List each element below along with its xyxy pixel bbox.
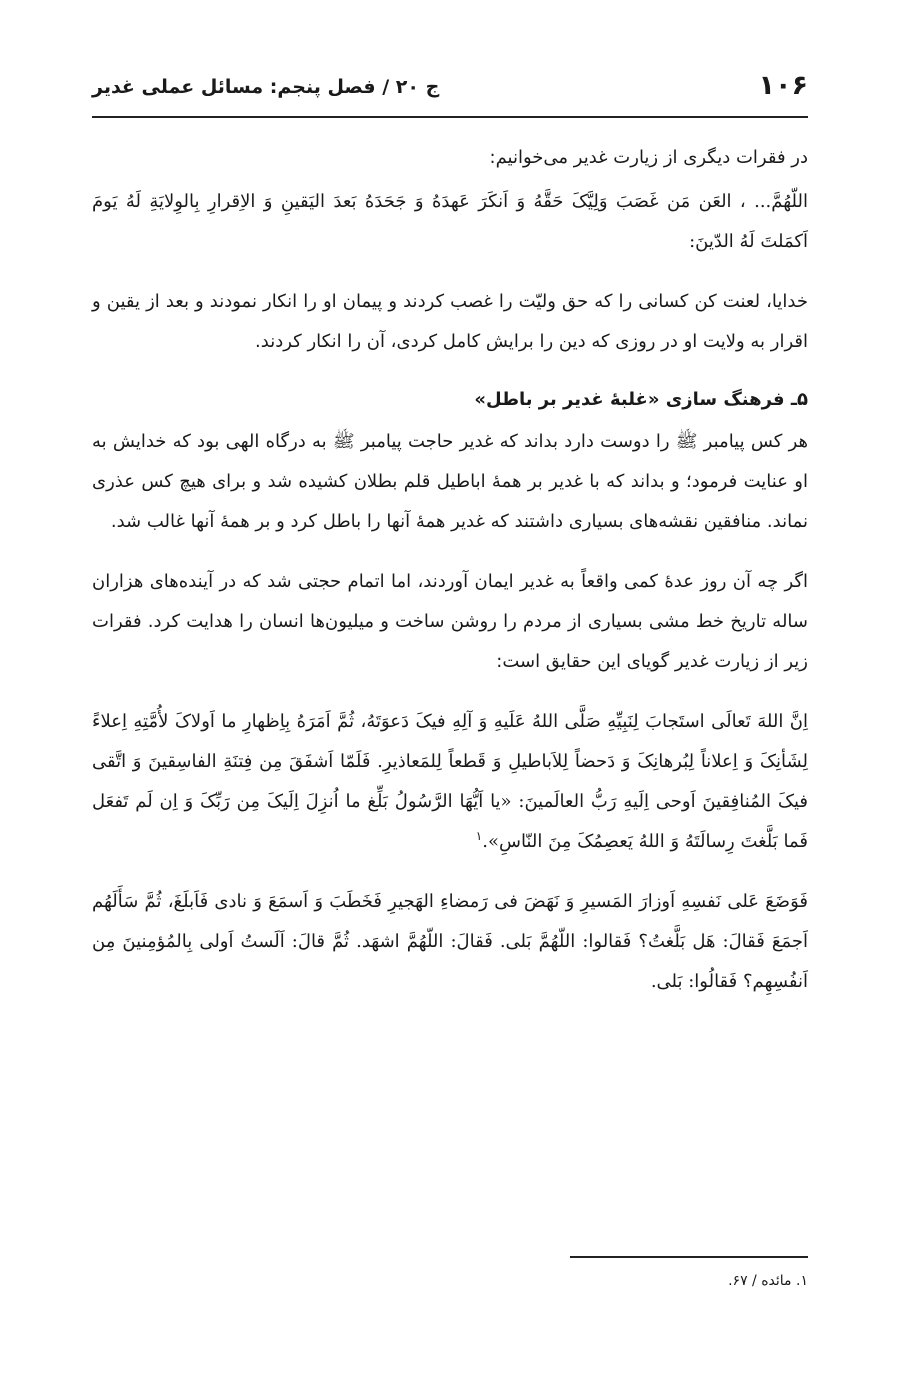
running-title: ج ۲۰ / فصل پنجم: مسائل عملی غدیر bbox=[92, 76, 440, 98]
arabic-quote-3: فَوَضَعَ عَلى نَفسِهِ اَوزارَ المَسيرِ وَ نَهَضَ فى رَمضاءِ الهَجيرِ فَخَطَبَ وَ اَسمَعَ وَ نادى فَاَبلَغَ، ثُمَّ سَأَلَهُم اَجمَعَ فَقالَ: هَل بَلَّغتُ؟ فَقالوا: اللّهُمَّ بَلى. فَقالَ: اللّهُمَّ اشهَد. ثُمَّ قالَ: اَلَستُ اَولى بِالمُؤمِنينَ مِن اَنفُسِهِم؟ فَقالُوا: بَلى. bbox=[92, 891, 808, 992]
body-paragraph-2: اگر چه آن روز عدهٔ کمی واقعاً به غدیر ایمان آوردند، اما اتمام حجتی شد که در آینده‌های هزاران ساله تاریخ خط مشی بسیاری از مردم را روشن ساخت و میلیون‌ها انسان را هدایت کرد. فقرات زیر از زیارت غدیر گویای این حقایق است: bbox=[92, 571, 808, 672]
section-heading-5: ۵ـ فرهنگ سازی «غلبهٔ غدیر بر باطل» bbox=[474, 389, 808, 410]
book-page bbox=[92, 0, 808, 1390]
translation-paragraph-1: خدایا، لعنت کن کسانی را که حق ولیّت را غصب کردند و پیمان او را انکار نمودند و بعد از یقین و اقرار به ولایت او در روزی که دین را برایش کامل کردی، آن را انکار کردند. bbox=[92, 291, 808, 352]
arabic-quote-2-text: اِنَّ اللهَ تَعالَى استَجابَ لِنَبِيِّهِ صَلَّى اللهُ عَلَيهِ وَ آلِهِ فيکَ دَعوَتَهُ، ثُمَّ اَمَرَهُ بِاِظهارِ ما اَولاکَ لأُمَّتِهِ اِعلاءً لِشَأنِکَ وَ اِعلاناً لِبُرهانِکَ وَ دَحضاً لِلاَباطيلِ وَ قَطعاً لِلمَعاذيرِ. فَلَمّا اَشفَقَ مِن فِتنَةِ الفاسِقينَ وَ اتَّقى فيکَ المُنافِقينَ اَوحى اِلَيهِ رَبُّ العالَمينَ: «يا اَيُّهَا الرَّسُولُ بَلِّغ ما اُنزِلَ اِلَيکَ مِن رَبِّکَ وَ اِن لَم تَفعَل فَما بَلَّغتَ رِسالَتَهُ وَ اللهُ يَعصِمُکَ مِنَ النّاسِ». bbox=[92, 711, 808, 852]
arabic-quote-2 bbox=[92, 702, 808, 862]
page-header bbox=[92, 62, 808, 118]
intro-line: در فقرات دیگری از زیارت غدیر می‌خوانیم: bbox=[489, 147, 808, 168]
footnote-marker: ۱ bbox=[475, 829, 483, 843]
page-body bbox=[92, 138, 808, 1002]
footnote-divider bbox=[570, 1256, 808, 1258]
body-paragraph-1: هر کس پیامبر ﷺ را دوست دارد بداند که غدیر حاجت پیامبر ﷺ به درگاه الهی بود که خدایش به او عنایت فرمود؛ و بداند که با غدیر بر همهٔ اباطیل قلم بطلان کشیده شد و برای هیچ کس عذری نماند. منافقین نقشه‌های بسیاری داشتند که غدیر همهٔ آنها را باطل کرد و بر همهٔ آنها غالب شد. bbox=[92, 431, 808, 532]
page-number: ۱۰۶ bbox=[758, 70, 808, 101]
arabic-quote-1: اللّهُمَّ... ، العَن مَن غَصَبَ وَلِيَّکَ حَقَّهُ وَ اَنکَرَ عَهدَهُ وَ جَحَدَهُ بَعدَ اليَقينِ وَ الاِقرارِ بِالوِلايَةِ لَهُ يَومَ اَکمَلتَ لَهُ الدّينَ: bbox=[92, 191, 808, 252]
footnote: ۱. مائده / ۶۷. bbox=[728, 1273, 808, 1289]
